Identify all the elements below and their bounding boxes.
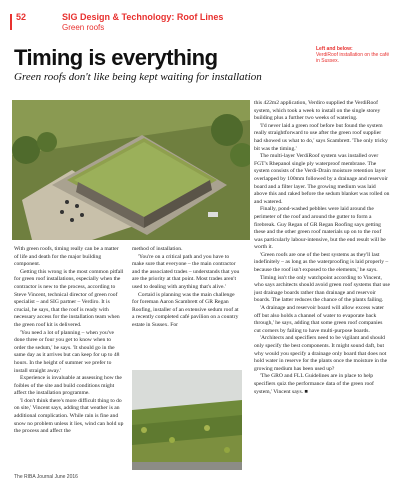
standfirst: Green roofs don't like being kept waiting for installation	[14, 71, 262, 83]
paragraph: 'I'd never laid a green roof before but found the system really straightforward to use after the green roof supplier had showed us what to do,' says Scambrett. 'The only tricky bit was the timing.'	[254, 122, 388, 152]
paragraph: 'Green roofs are one of the best systems as they'll last indefinitely – as long as the waterproofing is laid properly – because the roof isn't exposed to the elements,' he says.	[254, 251, 389, 274]
paragraph: Timing isn't the only watchpoint according to Vincent, who says architects should avoid green roof systems that use just drainage boards rather than drainage and reservoir boards. The latter reduces the chance of the plants failing.	[254, 274, 390, 304]
paragraph: Experience is invaluable at assessing how the foibles of the site and build conditions might affect the installation programme.	[14, 375, 122, 397]
caption-text: VerdiRoof installation on the café in Sussex.	[316, 52, 390, 64]
paragraph: method of installation.	[132, 246, 183, 252]
paragraph: 'You need a lot of planning – when you've done three or four you get to know when to order the sedum,' he says. 'It should go in the same day as it arrives but can keep for up to 48 hours. In the height of summer we prefer to install straight away.'	[14, 329, 120, 374]
caption-title: Left and below:	[316, 46, 353, 52]
paragraph: 'A drainage and reservoir board will allow excess water off but also holds a channel of water to evaporate back through,' he says, adding that some green roof companies cut corners by failing to have multi-purpose boards.	[254, 305, 385, 334]
paragraph: Cortaid is planning was the main challenge for foreman Aaron Scambrett of GR Regan Roofing, installer of an extensive sedum roof at a recently completed café pavilion on a country estate in Sussex. For	[132, 291, 239, 328]
section-marker	[10, 14, 12, 30]
photo-caption	[316, 46, 392, 64]
page-footer: The RIBA Journal June 2016	[14, 474, 78, 480]
paragraph: 'I don't think there's more difficult thing to do on site,' Vincent says, adding that weather is an additional complication. While rain is fine and snow no problem unless it lies, wind can hold up the process and affect the	[14, 397, 124, 435]
paragraph: this 422m2 application, Verdiro supplied the VerdiRoof system, which took a week to install on the single storey building plus a further two weeks of watering.	[254, 100, 381, 122]
body-column-2	[132, 246, 242, 364]
page-number: 52	[16, 12, 27, 22]
paragraph: Getting this wrong is the most common pitfall for green roof installations, especially when the contractor is new to the process, according to Steve Vincent, technical director of green roof specialist – and SIG partner – Verdiro. It is crucial, he says, that the roof is ready with necessary access for the installation team when the green roof kit is delivered.	[14, 268, 124, 328]
headline: Timing is everything	[14, 45, 218, 70]
paragraph: Finally, pond-washed pebbles were laid around the perimeter of the roof and around the gutter to form a firebreak. Guy Regan of GR Regan Roofing says getting these and the other green roof materials up on to the roof was particularly labour-intensive, but the end result will be worth it.	[254, 206, 386, 251]
subsection-title: Green roofs	[62, 23, 105, 32]
aerial-photo-green-roof	[12, 100, 250, 240]
section-title: SIG Design & Technology: Roof Lines	[62, 12, 224, 22]
paragraph: With green roofs, timing really can be a matter of life and death for the major building component.	[14, 246, 119, 268]
paragraph: The multi-layer VerdiRoof system was installed over FGT's Rhepanol single ply waterproof membrane. The system consists of the Verdi-Drain moisture retention layer overlapped by 100mm followed by a drainage and reservoir board and a filter layer. The growing medium was laid above this and raked before the sedum blanket was rolled on and watered.	[254, 153, 390, 205]
paragraph: 'You're on a critical path and you have to make sure that everyone – the main contractor and the associated trades – understands that you are the priority at that point. Most trades aren't used to dealing with anything that's alive.'	[132, 253, 240, 290]
paragraph: 'Architects and specifiers need to be vigilant and should only specify the best components. It might sound daft, but why would you specify a drainage only board that does not hold water in reserve for the plants once the moisture in the growing medium has been used up?	[254, 335, 388, 372]
paragraph: 'The GRO and FLL Guidelines are in place to help specifiers quiz the performance data of the green roof system,' Vincent says. ■	[254, 373, 374, 395]
body-column-1	[14, 246, 124, 468]
sedum-roof-closeup-photo	[132, 370, 242, 470]
body-column-3	[254, 100, 390, 470]
